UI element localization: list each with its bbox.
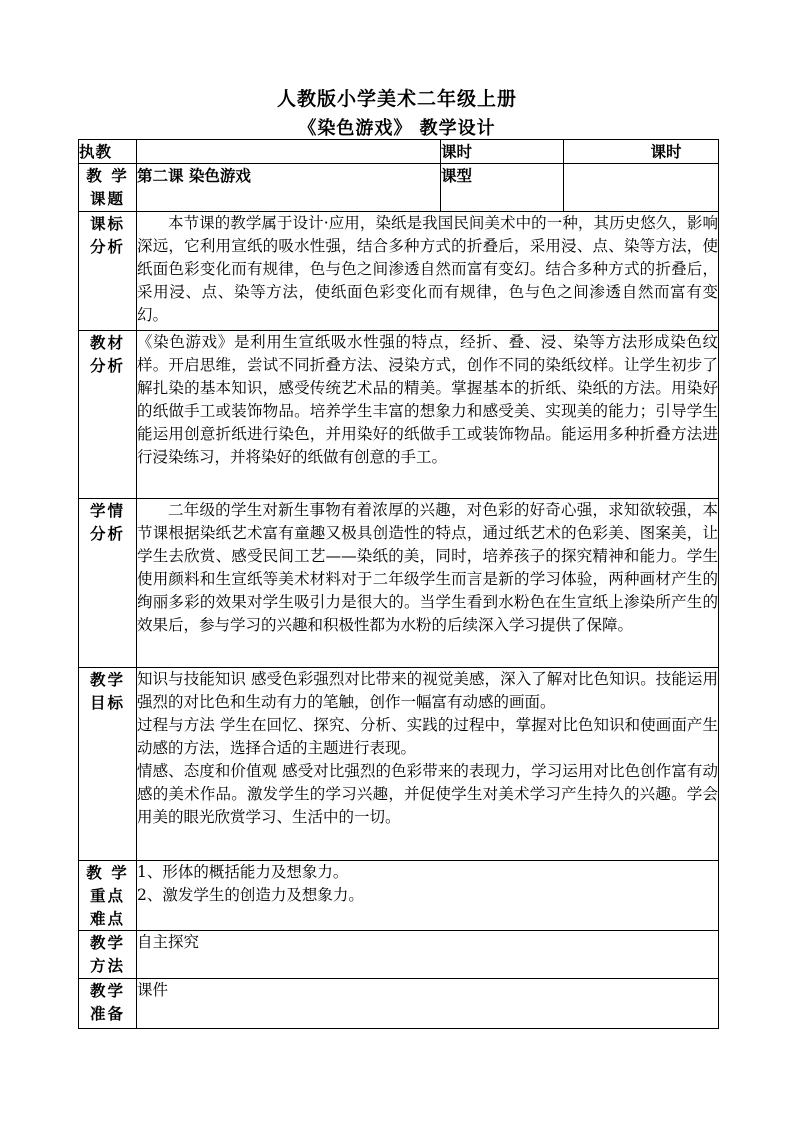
textbook-analysis-text [137,331,719,499]
curriculum-analysis-text [137,212,719,331]
teaching-preparation-label [79,979,137,1029]
curriculum-analysis-paragraph: 本节课的教学属于设计·应用，染纸是我国民间美术中的一种，其历史悠久，影响深远，它利用宣纸的吸水性强，结合多种方式的折叠后，采用浸、点、染等方法，使纸面色彩变化而有规律，色与色之间渗透自然而富有变幻。结合多种方式的折叠后，采用浸、点、染等方法，使纸面色彩变化而有规律，色与色之间渗透自然而富有变幻。 [137,214,718,324]
curriculum-analysis-label-line2: 分析 [89,237,125,256]
textbook-analysis-label [79,331,137,499]
teaching-goals-label-line1: 教学 [89,670,125,689]
key-points-label [79,861,137,931]
teaching-method-label-line2: 方法 [89,956,125,975]
goal-emotion: 情感、态度和价值观 感受对比强烈的色彩带来的表现力，学习运用对比色创作富有动感的美术作品。激发学生的学习兴趣，并促使学生对美术学习产生持久的兴趣。学会用美的眼光欣赏学习、生活中的一切。 [137,762,718,826]
curriculum-analysis-label-line1: 课标 [89,214,125,233]
teaching-method-label [79,931,137,979]
teaching-preparation-label-line1: 教学 [89,981,125,1000]
key-points-label-line1: 教 学 [86,863,129,882]
topic-label-line1: 教 学 [86,166,129,185]
teaching-method-row [79,931,719,979]
student-analysis-label-line1: 学情 [89,501,125,520]
key-points-label-line2: 重点 [89,886,125,905]
student-analysis-paragraph: 二年级的学生对新生事物有着浓厚的兴趣，对色彩的好奇心强，求知欲较强，本节课根据染纸艺术富有童趣又极具创造性的特点，通过纸艺术的色彩美、图案美，让学生去欣赏、感受民间工艺——染纸的美，同时，培养孩子的探究精神和能力。学生使用颜料和生宣纸等美术材料对于二年级学生而言是新的学习体验，两种画材产生的绚丽多彩的效果对学生吸引力是很大的。当学生看到水粉色在生宣纸上渗染所产生的效果后，参与学习的兴趣和积极性都为水粉的后续深入学习提供了保障。 [137,501,718,634]
teaching-goals-text [137,668,719,861]
textbook-analysis-paragraph: 《染色游戏》是利用生宣纸吸水性强的特点，经折、叠、浸、染等方法形成染色纹样。开启思维，尝试不同折叠方法、浸染方式，创作不同的染纸纹样。让学生初步了解扎染的基本知识，感受传统艺术品的精美。掌握基本的折纸、染纸的方法。用染好的纸做手工或装饰物品。培养学生丰富的想象力和感受美、实现美的能力；引导学生能运用创意折纸进行染色，并用染好的纸做手工或装饰物品。能运用多种折叠方法进行浸染练习，并将染好的纸做有创意的手工。 [137,333,718,466]
key-point-item: 1、形体的概括能力及想象力。 [137,863,349,881]
student-analysis-row [79,499,719,668]
goal-process: 过程与方法 学生在回忆、探究、分析、实践的过程中，掌握对比色知识和使画面产生动感的方法，选择合适的主题进行表现。 [137,716,718,757]
student-analysis-label-line2: 分析 [89,524,125,543]
period-label-right: 课时 [564,140,719,164]
teaching-goals-label [79,668,137,861]
topic-label-line2: 课题 [89,189,125,208]
document-subtitle: 《染色游戏》 教学设计 [298,118,496,139]
teaching-preparation-row [79,979,719,1029]
lesson-plan-table [78,139,719,1029]
topic-row [79,164,719,212]
key-point-item: 2、激发学生的创造力及想象力。 [137,886,364,904]
textbook-analysis-label-line1: 教材 [89,333,125,352]
teaching-method-value: 自主探究 [137,931,719,979]
student-analysis-text [137,499,719,668]
teacher-value [137,140,441,164]
key-points-row [79,861,719,931]
lesson-type-value [564,164,719,212]
teaching-goals-row [79,668,719,861]
lesson-type-label: 课型 [441,164,564,212]
topic-label [79,164,137,212]
topic-value: 第二课 染色游戏 [137,164,441,212]
curriculum-analysis-label [79,212,137,331]
student-analysis-label [79,499,137,668]
teaching-preparation-value: 课件 [137,979,719,1029]
teaching-method-label-line1: 教学 [89,933,125,952]
teaching-goals-label-line2: 目标 [89,693,125,712]
key-points-text [137,861,719,931]
document-title: 人教版小学美术二年级上册 [276,88,517,110]
textbook-analysis-row [79,331,719,499]
key-points-label-line3: 难点 [89,909,125,928]
textbook-analysis-label-line2: 分析 [89,356,125,375]
teacher-label: 执教 [79,140,137,164]
curriculum-analysis-row [79,212,719,331]
teaching-preparation-label-line2: 准备 [89,1004,125,1023]
period-label: 课时 [441,140,564,164]
header-row [79,140,719,164]
goal-knowledge: 知识与技能知识 感受色彩强烈对比带来的视觉美感，深入了解对比色知识。技能运用强烈的对比色和生动有力的笔触，创作一幅富有动感的画面。 [137,670,718,711]
